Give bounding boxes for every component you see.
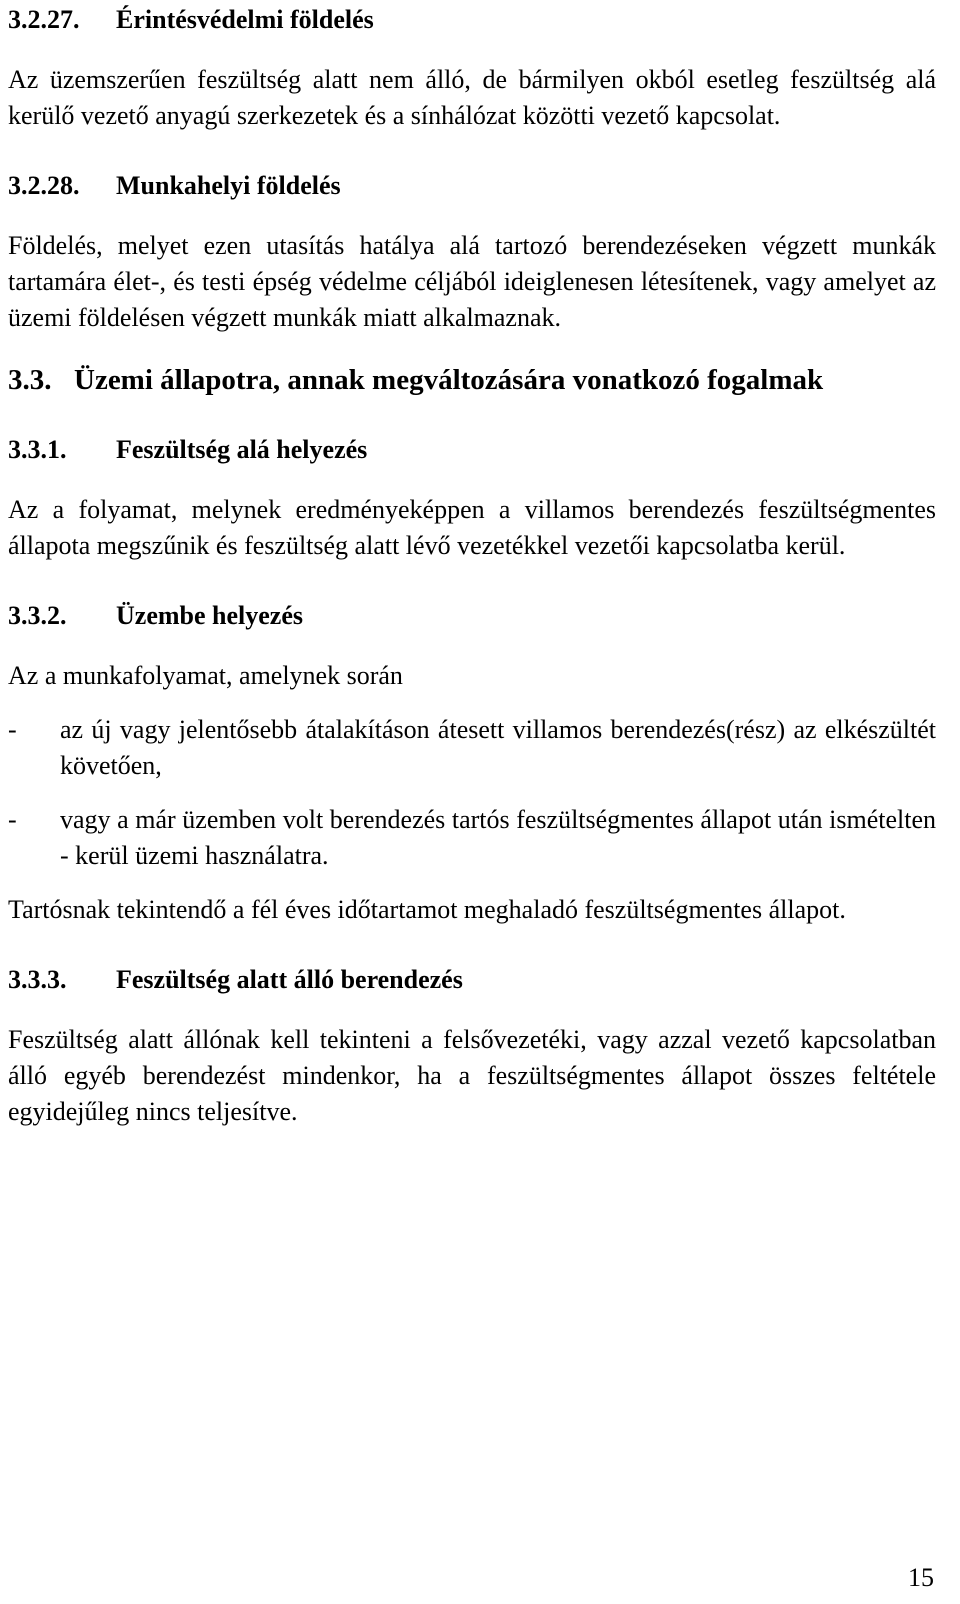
section-heading xyxy=(8,598,936,634)
section-heading xyxy=(8,2,936,38)
section-title: Érintésvédelmi földelés xyxy=(116,5,374,34)
list-dash: - xyxy=(8,805,17,834)
section-body: Feszültség alatt állónak kell tekinteni a felsővezetéki, vagy azzal vezető kapcsolatban álló egyéb berendezést mindenkor, ha a feszültségmentes állapot összes feltétele egyidejűleg nincs teljesítve. xyxy=(8,1025,936,1126)
section-heading xyxy=(8,168,936,204)
section-body: Az a folyamat, melynek eredményeképpen a villamos berendezés feszültségmentes állapota megszűnik és feszültség alatt lévő vezetékkel vezetői kapcsolatba kerül. xyxy=(8,495,936,560)
list-item-text: vagy a már üzemben volt berendezés tartós feszültségmentes állapot után ismételten - kerül üzemi használatra. xyxy=(60,805,936,870)
section-note: Tartósnak tekintendő a fél éves időtartamot meghaladó feszültségmentes állapot. xyxy=(8,895,846,924)
section-number: 3.3.1. xyxy=(8,435,67,464)
list-item-text: az új vagy jelentősebb átalakításon átesett villamos berendezés(rész) az elkészültét követően, xyxy=(60,715,936,780)
section-heading xyxy=(8,432,936,468)
section-title: Üzembe helyezés xyxy=(116,601,303,630)
chapter-title: Üzemi állapotra, annak megváltozására vonatkozó fogalmak xyxy=(74,364,824,396)
document-page xyxy=(8,0,936,1130)
chapter-number: 3.3. xyxy=(8,364,52,396)
section-number: 3.3.3. xyxy=(8,965,67,994)
page-number: 15 xyxy=(908,1563,934,1592)
section-body: Az üzemszerűen feszültség alatt nem álló, de bármilyen okból esetleg feszültség alá kerülő vezető anyagú szerkezetek és a sínhálózat közötti vezető kapcsolat. xyxy=(8,65,936,130)
section-number: 3.3.2. xyxy=(8,601,67,630)
list-item xyxy=(8,802,936,874)
section-number: 3.2.27. xyxy=(8,5,80,34)
section-title: Feszültség alatt álló berendezés xyxy=(116,965,463,994)
section-heading xyxy=(8,962,936,998)
section-title: Munkahelyi földelés xyxy=(116,171,341,200)
section-body: Földelés, melyet ezen utasítás hatálya alá tartozó berendezéseken végzett munkák tartamára élet-, és testi épség védelme céljából ideiglenesen létesítenek, vagy amelyet az üzemi földelésen végzett munkák miatt alkalmaznak. xyxy=(8,231,936,332)
section-number: 3.2.28. xyxy=(8,171,80,200)
list-item xyxy=(8,712,936,784)
section-title: Feszültség alá helyezés xyxy=(116,435,368,464)
list-dash: - xyxy=(8,715,17,744)
chapter-heading xyxy=(8,360,936,400)
section-intro: Az a munkafolyamat, amelynek során xyxy=(8,661,403,690)
